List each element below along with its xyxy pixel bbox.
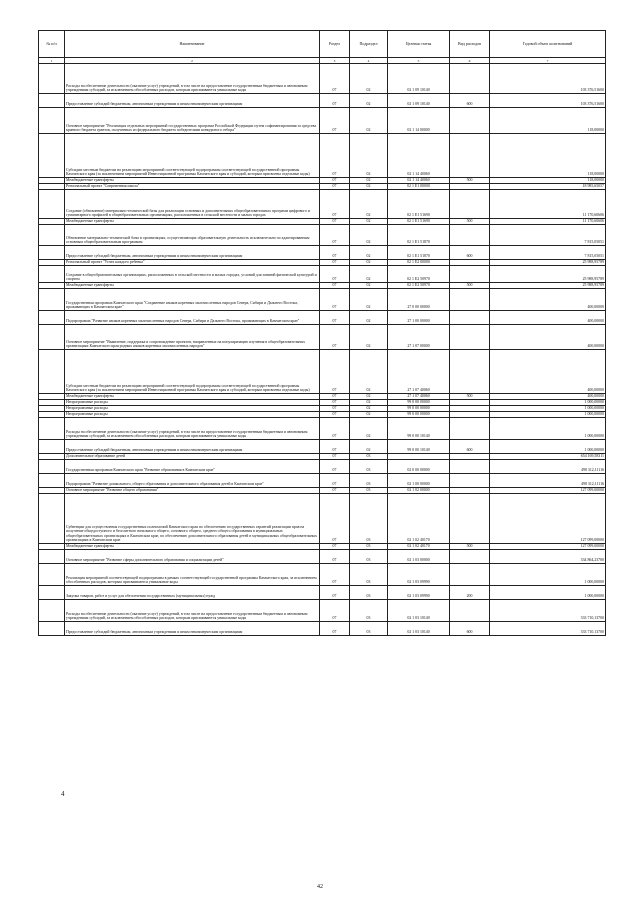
row-section: 07: [320, 325, 350, 350]
header-section: Раздел: [320, 31, 350, 58]
row-subsection: 03: [350, 488, 388, 494]
row-subsection: 03: [350, 454, 388, 460]
row-num: [39, 190, 65, 219]
table-row: [39, 190, 606, 219]
row-target: 02 1 E1 00000: [388, 184, 450, 190]
row-subsection: 02: [350, 184, 388, 190]
row-name: Субвенции для осуществления государственных полномочий Камчатского края по обеспечению государственных гарантий реализации прав на получение общедоступного и бесплатного начального общего, основного общего, среднего общего образования в муниципальных общеобразовательных организациях в Камчатском крае, по обеспечению дополнительного образования детей в муниципальных общеобразовательных организациях в Камчатском крае: [65, 494, 320, 544]
row-subsection: 03: [350, 474, 388, 488]
row-name: Межбюджетные трансферты: [65, 178, 320, 184]
row-amount: 400,00000: [490, 394, 606, 400]
row-amount: 127 099,00000: [490, 488, 606, 494]
table-row: [39, 474, 606, 488]
row-num: [39, 586, 65, 600]
row-section: 07: [320, 260, 350, 266]
row-target: 02 1 02 40170: [388, 544, 450, 550]
row-expense: [450, 325, 490, 350]
row-section: 07: [320, 246, 350, 260]
row-subsection: 02: [350, 418, 388, 440]
row-num: [39, 460, 65, 474]
table-row: [39, 94, 606, 108]
row-target: 02 1 03 10140: [388, 600, 450, 622]
row-section: 07: [320, 283, 350, 289]
table-row: [39, 460, 606, 474]
row-target: 02 1 E2 50970: [388, 283, 450, 289]
row-section: 07: [320, 440, 350, 454]
row-amount: 103 376,51600: [490, 94, 606, 108]
row-num: [39, 622, 65, 636]
row-name: Дополнительное образование детей: [65, 454, 320, 460]
table-row: [39, 550, 606, 564]
row-subsection: 03: [350, 550, 388, 564]
row-expense: 600: [450, 246, 490, 260]
row-subsection: 03: [350, 494, 388, 544]
row-amount: 118,00000: [490, 108, 606, 134]
row-section: 07: [320, 64, 350, 94]
row-name: Межбюджетные трансферты: [65, 283, 320, 289]
row-target: 02 1 02 00000: [388, 488, 450, 494]
row-section: 07: [320, 394, 350, 400]
row-name: Непрограммные расходы: [65, 412, 320, 418]
table-row: [39, 266, 606, 283]
row-target: 27 1 07 40060: [388, 394, 450, 400]
row-name: Непрограммные расходы: [65, 406, 320, 412]
row-amount: 11 170,60606: [490, 219, 606, 225]
side-mark: 4: [61, 790, 65, 798]
row-target: 02 1 00 00000: [388, 474, 450, 488]
row-name: Государственная программа Камчатского края "Сохранение языков коренных малочисленных народов Севера, Сибири и Дальнего Востока, проживающих в Камчатском крае": [65, 289, 320, 311]
row-num: [39, 246, 65, 260]
header-expense: Вид расходов: [450, 31, 490, 58]
row-expense: 500: [450, 219, 490, 225]
row-expense: 500: [450, 544, 490, 550]
table-row: [39, 311, 606, 325]
table-row: [39, 246, 606, 260]
colnum: 2: [65, 58, 320, 64]
row-subsection: 02: [350, 190, 388, 219]
row-target: 02 1 03 00000: [388, 550, 450, 564]
table-body: [39, 64, 606, 636]
row-amount: 127 099,00000: [490, 544, 606, 550]
row-section: 07: [320, 600, 350, 622]
row-subsection: 02: [350, 289, 388, 311]
table-row: [39, 108, 606, 134]
row-target: 02 1 09 10140: [388, 64, 450, 94]
row-section: 07: [320, 412, 350, 418]
row-num: [39, 600, 65, 622]
row-name: Межбюджетные трансферты: [65, 219, 320, 225]
row-section: 07: [320, 550, 350, 564]
row-subsection: 02: [350, 260, 388, 266]
table-row: [39, 418, 606, 440]
row-expense: 500: [450, 178, 490, 184]
row-subsection: 03: [350, 564, 388, 586]
colnum: 4: [350, 58, 388, 64]
table-row: [39, 134, 606, 178]
row-section: 07: [320, 400, 350, 406]
row-section: 07: [320, 266, 350, 283]
row-target: 02 1 E1 51690: [388, 219, 450, 225]
row-section: 07: [320, 418, 350, 440]
row-num: [39, 108, 65, 134]
row-expense: [450, 418, 490, 440]
row-target: 99 0 00 10140: [388, 440, 450, 454]
row-name: Предоставление субсидий бюджетным, автономным учреждениям и иным некоммерческим организациям: [65, 440, 320, 454]
row-section: 07: [320, 108, 350, 134]
header-amount: Годовой объем ассигнований: [490, 31, 606, 58]
row-amount: 25 988,95789: [490, 260, 606, 266]
row-amount: 1 000,00000: [490, 418, 606, 440]
row-subsection: 03: [350, 622, 388, 636]
row-section: 07: [320, 350, 350, 394]
row-target: 27 1 07 00000: [388, 325, 450, 350]
row-num: [39, 418, 65, 440]
row-amount: 1 000,00000: [490, 406, 606, 412]
row-name: Закупка товаров, работ и услуг для обеспечения государственных (муниципальных) нужд: [65, 586, 320, 600]
row-num: [39, 494, 65, 544]
row-name: Основное мероприятие "Развитие сферы дополнительного образования и социализации детей": [65, 550, 320, 564]
row-expense: [450, 190, 490, 219]
row-target: 02 1 02 40170: [388, 494, 450, 544]
budget-table: [38, 30, 606, 636]
row-target: 02 1 03 09990: [388, 586, 450, 600]
row-amount: 400,00000: [490, 289, 606, 311]
table-row: [39, 564, 606, 586]
row-amount: 654 169,58311: [490, 454, 606, 460]
row-expense: [450, 600, 490, 622]
row-num: [39, 94, 65, 108]
header-name: Наименование: [65, 31, 320, 58]
header-target: Целевая статья: [388, 31, 450, 58]
row-name: Расходы на обеспечение деятельности (оказание услуг) учреждений, в том числе на предоставление государственным бюджетным и автономным учреждениям субсидий, за исключением обособленных расходов, которым присваиваются уникальные коды: [65, 64, 320, 94]
row-section: 07: [320, 488, 350, 494]
row-expense: [450, 108, 490, 134]
row-expense: [450, 266, 490, 283]
row-subsection: 02: [350, 412, 388, 418]
colnum: 6: [450, 58, 490, 64]
row-target: 99 0 00 00000: [388, 406, 450, 412]
row-name: Основное мероприятие "Реализация отдельных мероприятий государственных программ Российской Федерации путем софинансирования за средства краевого бюджета грантов, полученных из федерального бюджета победителями конкурсного отбора": [65, 108, 320, 134]
row-section: 07: [320, 190, 350, 219]
row-target: 99 0 00 00000: [388, 412, 450, 418]
row-target: 02 1 14 40060: [388, 178, 450, 184]
row-num: [39, 225, 65, 246]
row-subsection: 03: [350, 586, 388, 600]
row-section: 07: [320, 225, 350, 246]
row-subsection: 02: [350, 311, 388, 325]
row-expense: [450, 564, 490, 586]
row-num: [39, 289, 65, 311]
row-subsection: 02: [350, 225, 388, 246]
row-subsection: 02: [350, 219, 388, 225]
row-name: Создание (обновление) материально-технической базы для реализации основных и дополнительных общеобразовательных программ цифрового и гуманитарного профилей в общеобразовательных организациях, расположенных в сельской местности и малых городах: [65, 190, 320, 219]
row-expense: [450, 494, 490, 544]
row-name: Непрограммные расходы: [65, 400, 320, 406]
row-amount: 1 000,00000: [490, 412, 606, 418]
row-name: Основное мероприятие "Выявление, поддержка и сопровождение проектов, направленных на популяризацию изучения в общеобразовательных организациях Камчатского края родных языков коренных малочисленных народов": [65, 325, 320, 350]
row-section: 07: [320, 586, 350, 600]
row-num: [39, 266, 65, 283]
row-subsection: 02: [350, 325, 388, 350]
row-section: 07: [320, 134, 350, 178]
row-amount: 400,00000: [490, 350, 606, 394]
row-expense: [450, 460, 490, 474]
row-subsection: 03: [350, 544, 388, 550]
row-target: 27 1 00 00000: [388, 311, 450, 325]
row-target: 02 1 03 10140: [388, 622, 450, 636]
colnum: 1: [39, 58, 65, 64]
row-target: 27 0 00 00000: [388, 289, 450, 311]
row-subsection: 03: [350, 460, 388, 474]
colnum: 5: [388, 58, 450, 64]
row-amount: 7 815,05051: [490, 246, 606, 260]
row-expense: 600: [450, 440, 490, 454]
row-amount: 334 864,23700: [490, 550, 606, 564]
row-name: Межбюджетные трансферты: [65, 544, 320, 550]
row-target: 02 1 E2 50970: [388, 266, 450, 283]
table-row: [39, 494, 606, 544]
row-target: 02 1 E1 51870: [388, 246, 450, 260]
row-name: Подпрограмма "Развитие дошкольного, общего образования и дополнительного образования детей в Камчатском крае": [65, 474, 320, 488]
row-name: Подпрограмма "Развитие языков коренных малочисленных народов Севера, Сибири и Дальнего Востока, проживающих в Камчатском крае": [65, 311, 320, 325]
table-row: [39, 350, 606, 394]
row-amount: 7 815,05051: [490, 225, 606, 246]
row-name: Основное мероприятие "Развитие общего образования": [65, 488, 320, 494]
row-name: Государственная программа Камчатского края "Развитие образования в Камчатском крае": [65, 460, 320, 474]
row-subsection: 02: [350, 283, 388, 289]
row-amount: 400,00000: [490, 311, 606, 325]
row-name: Субсидии местным бюджетам на реализацию мероприятий соответствующей подпрограммы соответствующей государственной программы Камчатского края (за исключением мероприятий Инвестиционной программы Камчатского края и субсидий, которым присвоены отдельные коды): [65, 350, 320, 394]
row-amount: 25 988,95789: [490, 283, 606, 289]
row-expense: 200: [450, 586, 490, 600]
row-subsection: 02: [350, 350, 388, 394]
row-target: 02 1 14 40060: [388, 134, 450, 178]
row-num: [39, 440, 65, 454]
row-amount: 118,00000: [490, 178, 606, 184]
table-row: [39, 289, 606, 311]
row-amount: 1 000,00000: [490, 440, 606, 454]
row-subsection: 02: [350, 440, 388, 454]
row-amount: 25 988,95789: [490, 266, 606, 283]
row-subsection: 02: [350, 266, 388, 283]
row-subsection: 03: [350, 600, 388, 622]
row-amount: 118,00000: [490, 134, 606, 178]
header-subsection: Подраздел: [350, 31, 388, 58]
row-expense: [450, 550, 490, 564]
table-row: [39, 600, 606, 622]
row-num: [39, 564, 65, 586]
row-section: 07: [320, 289, 350, 311]
table-row: [39, 440, 606, 454]
row-name: Межбюджетные трансферты: [65, 394, 320, 400]
row-amount: 18 985,65057: [490, 184, 606, 190]
row-section: 07: [320, 406, 350, 412]
table-row: [39, 64, 606, 94]
row-amount: 1 000,00000: [490, 564, 606, 586]
page-number: 42: [317, 884, 323, 890]
row-name: Расходы на обеспечение деятельности (оказание услуг) учреждений, в том числе на предоставление государственным бюджетным и автономным учреждениям субсидий, за исключением обособленных расходов, которым присваиваются уникальные коды: [65, 418, 320, 440]
row-section: 07: [320, 311, 350, 325]
table-row: [39, 622, 606, 636]
row-section: 07: [320, 564, 350, 586]
table-row: [39, 325, 606, 350]
row-target: 02 1 E2 00000: [388, 260, 450, 266]
row-subsection: 02: [350, 64, 388, 94]
row-subsection: 02: [350, 400, 388, 406]
row-target: 02 1 14 00000: [388, 108, 450, 134]
header-row: [39, 31, 606, 58]
row-target: 02 0 00 00000: [388, 460, 450, 474]
row-expense: [450, 289, 490, 311]
row-target: 02 1 E1 51690: [388, 190, 450, 219]
row-num: [39, 64, 65, 94]
row-subsection: 02: [350, 94, 388, 108]
row-subsection: 02: [350, 406, 388, 412]
row-section: 07: [320, 474, 350, 488]
row-expense: [450, 474, 490, 488]
colnum: 7: [490, 58, 606, 64]
row-expense: [450, 225, 490, 246]
row-num: [39, 311, 65, 325]
row-section: 07: [320, 544, 350, 550]
table-row: [39, 225, 606, 246]
row-subsection: 02: [350, 246, 388, 260]
row-expense: [450, 350, 490, 394]
row-amount: 498 312,11116: [490, 460, 606, 474]
row-name: Предоставление субсидий бюджетным, автономным учреждениям и иным некоммерческим организациям: [65, 622, 320, 636]
row-subsection: 02: [350, 108, 388, 134]
row-expense: [450, 134, 490, 178]
row-name: Предоставление субсидий бюджетным, автономным учреждениям и иным некоммерческим организациям: [65, 246, 320, 260]
header-num: № п/п: [39, 31, 65, 58]
row-expense: 500: [450, 283, 490, 289]
row-target: 02 1 09 10140: [388, 94, 450, 108]
row-target: 99 0 00 10140: [388, 418, 450, 440]
row-subsection: 02: [350, 178, 388, 184]
row-name: Расходы на обеспечение деятельности (оказание услуг) учреждений, в том числе на предоставление государственным бюджетным и автономным учреждениям субсидий, за исключением обособленных расходов, которым присваиваются уникальные коды: [65, 600, 320, 622]
row-name: Субсидии местным бюджетам на реализацию мероприятий соответствующей подпрограммы соответствующей государственной программы Камчатского края (за исключением мероприятий Инвестиционной программы Камчатского края и субсидий, которым присвоены отдельные коды): [65, 134, 320, 178]
row-subsection: 02: [350, 134, 388, 178]
table-row: [39, 586, 606, 600]
row-name: Реализация мероприятий соответствующей подпрограммы в рамках соответствующей государственной программы Камчатского края, за исключением обособленных расходов, которым присваиваются уникальные коды: [65, 564, 320, 586]
row-num: [39, 350, 65, 394]
row-amount: 498 312,11116: [490, 474, 606, 488]
row-name: Обновление материально-технической базы в организациях, осуществляющих образовательную деятельность исключительно по адаптированным основным общеобразовательным программам: [65, 225, 320, 246]
row-section: 07: [320, 460, 350, 474]
row-target: 27 1 07 40060: [388, 350, 450, 394]
colnum: 3: [320, 58, 350, 64]
row-expense: [450, 64, 490, 94]
row-amount: 333 710,13700: [490, 600, 606, 622]
row-num: [39, 325, 65, 350]
row-num: [39, 474, 65, 488]
row-section: 07: [320, 454, 350, 460]
row-target: 99 0 00 00000: [388, 400, 450, 406]
row-amount: 1 000,00000: [490, 586, 606, 600]
row-expense: 600: [450, 94, 490, 108]
row-expense: [450, 311, 490, 325]
row-target: 02 1 E1 51870: [388, 225, 450, 246]
row-name: Создание в общеобразовательных организациях, расположенных в сельской местности и малых городах, условий для занятий физической культурой и спортом: [65, 266, 320, 283]
row-section: 07: [320, 178, 350, 184]
row-amount: 1 000,00000: [490, 400, 606, 406]
row-section: 07: [320, 219, 350, 225]
row-subsection: 02: [350, 394, 388, 400]
row-amount: 103 376,51600: [490, 64, 606, 94]
row-section: 07: [320, 622, 350, 636]
row-num: [39, 550, 65, 564]
row-name: Предоставление субсидий бюджетным, автономным учреждениям и иным некоммерческим организациям: [65, 94, 320, 108]
row-amount: 11 170,60606: [490, 190, 606, 219]
row-name: Региональный проект "Успех каждого ребенка": [65, 260, 320, 266]
row-section: 07: [320, 494, 350, 544]
row-amount: 333 710,13700: [490, 622, 606, 636]
row-section: 07: [320, 184, 350, 190]
row-amount: 127 099,00000: [490, 494, 606, 544]
row-target: 02 1 03 09990: [388, 564, 450, 586]
row-section: 07: [320, 94, 350, 108]
row-expense: 600: [450, 622, 490, 636]
row-expense: 500: [450, 394, 490, 400]
row-num: [39, 134, 65, 178]
row-name: Региональный проект "Современная школа": [65, 184, 320, 190]
row-amount: 400,00000: [490, 325, 606, 350]
